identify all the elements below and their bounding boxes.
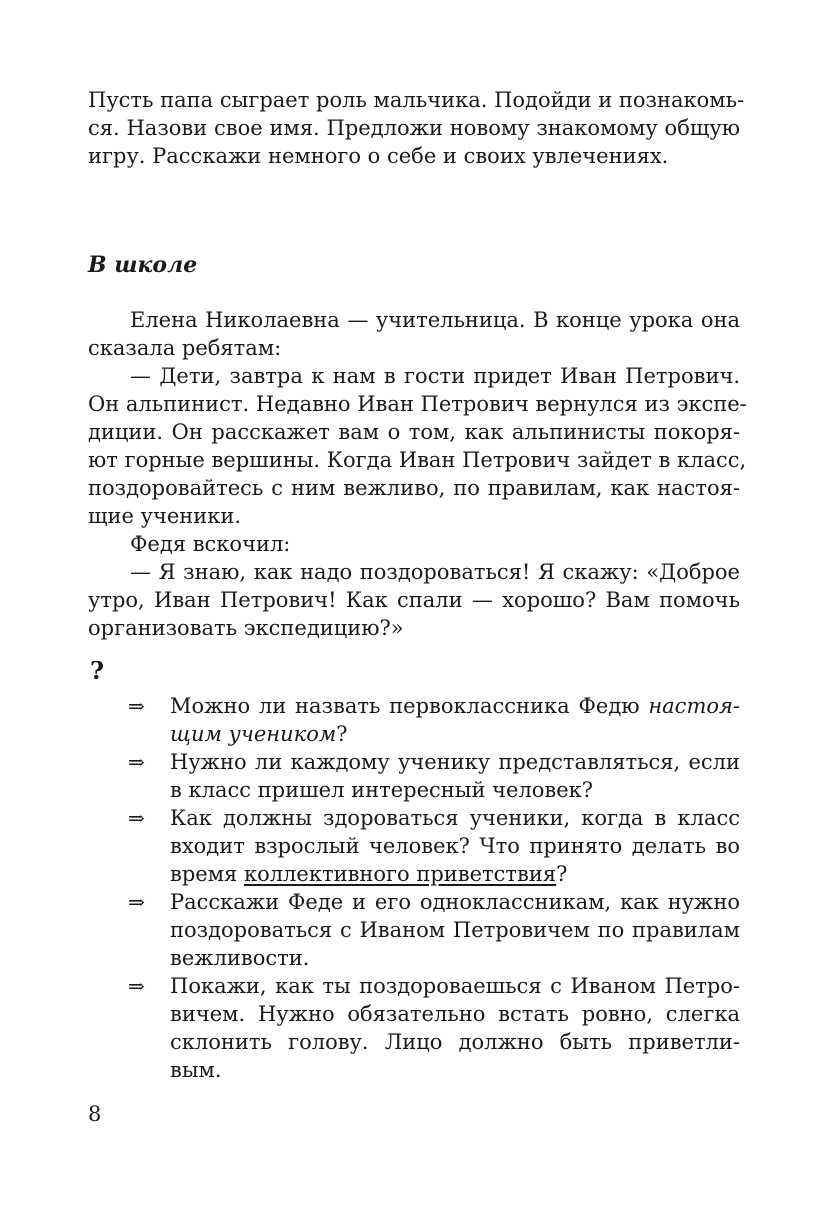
intro-line-2: ся. Назови свое имя. Предложи новому знакомому общую [88, 116, 740, 140]
story-line-5: диции. Он расскажет вам о том, как альпинисты покоря- [88, 420, 740, 444]
story-line-9: Федя вскочил: [130, 532, 291, 556]
section-heading: В школе [88, 252, 198, 278]
story-line-3: — Дети, завтра к нам в гости придет Иван Петрович. [130, 364, 740, 388]
question-5-line-1: Покажи, как ты поздороваешься с Иваном Петро- [170, 974, 740, 998]
question-2-line-2: в класс пришел интересный человек? [170, 778, 594, 802]
question-1-end: ? [336, 722, 348, 746]
intro-line-3: игру. Расскажи немного о себе и своих увлечениях. [88, 144, 669, 168]
story-line-7: поздоровайтесь с ним вежливо, по правилам, как настоя- [88, 476, 740, 500]
story-line-2: сказала ребятам: [88, 336, 282, 360]
question-4-line-3: вежливости. [170, 946, 310, 970]
question-3-text: время [170, 862, 244, 886]
page-number: 8 [88, 1102, 102, 1126]
arrow-icon: ⇒ [128, 750, 145, 774]
story-line-10: — Я знаю, как надо поздороваться! Я скажу: «Доброе [130, 560, 740, 584]
question-2-line-1: Нужно ли каждому ученику представляться, если [170, 750, 740, 774]
question-mark-icon: ? [90, 656, 105, 685]
question-5-line-4: вым. [170, 1058, 222, 1082]
intro-line-1: Пусть папа сыграет роль мальчика. Подойди и познакомь- [88, 88, 745, 112]
question-1-line-2 [170, 720, 348, 748]
question-4-line-2: поздороваться с Иваном Петровичем по правилам [170, 918, 740, 942]
question-1-text: Можно ли назвать первоклассника Федю [170, 694, 649, 718]
arrow-icon: ⇒ [128, 890, 145, 914]
arrow-icon: ⇒ [128, 806, 145, 830]
question-1-emphasis-2: щим учеником [170, 722, 337, 746]
story-line-11: утро, Иван Петрович! Как спали — хорошо? Вам помочь [88, 588, 740, 612]
question-5-line-3: склонить голову. Лицо должно быть приветли- [170, 1030, 740, 1054]
story-line-12: организовать экспедицию?» [88, 616, 404, 640]
question-3-end: ? [556, 862, 568, 886]
question-5-line-2: вичем. Нужно обязательно встать ровно, слегка [170, 1002, 740, 1026]
arrow-icon: ⇒ [128, 694, 145, 718]
story-line-6: ют горные вершины. Когда Иван Петрович зайдет в класс, [88, 448, 747, 472]
question-3-line-2: входит взрослый человек? Что принято делать во [170, 834, 740, 858]
arrow-icon: ⇒ [128, 974, 145, 998]
question-3-underlined-term: коллективного приветствия [243, 862, 557, 886]
story-line-4: Он альпинист. Недавно Иван Петрович вернулся из экспе- [88, 392, 747, 416]
question-3-line-3 [170, 860, 567, 888]
question-1-emphasis: настоя- [648, 694, 740, 718]
question-1-line-1 [170, 692, 740, 720]
question-4-line-1: Расскажи Феде и его одноклассникам, как нужно [170, 890, 740, 914]
story-line-1: Елена Николаевна — учительница. В конце урока она [130, 308, 740, 332]
question-3-line-1: Как должны здороваться ученики, когда в класс [170, 806, 740, 830]
story-line-8: щие ученики. [88, 504, 242, 528]
